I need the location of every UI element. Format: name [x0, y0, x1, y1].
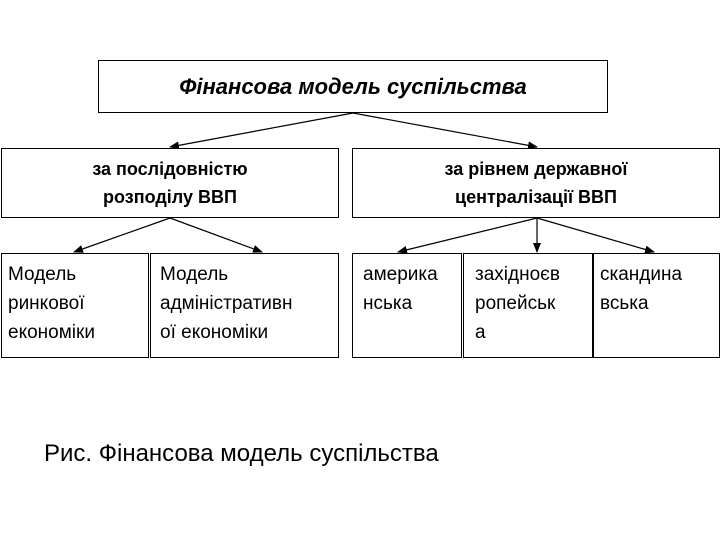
- leaf-node-administrative-economy: [150, 253, 339, 358]
- root-node: [98, 60, 608, 113]
- arrow-root-to-right: [353, 113, 537, 147]
- leaf-node-western-european: [463, 253, 593, 358]
- leaf-node-market-economy: [1, 253, 149, 358]
- figure-caption: Рис. Фінансова модель суспільства: [44, 440, 439, 467]
- branch-node-distribution: [1, 148, 339, 218]
- leaf-node-western-european-label: західноєв ропейськ а: [475, 264, 560, 343]
- leaf-node-american-label: америка нська: [363, 264, 438, 314]
- leaf-node-scandinavian: [593, 253, 720, 358]
- arrow-right-to-leaf5: [537, 218, 654, 252]
- root-node-label: Фінансова модель суспільства: [179, 73, 527, 99]
- branch-node-centralization-label: за рівнем державної централізації ВВП: [444, 159, 628, 207]
- arrow-left-to-leaf2: [170, 218, 262, 252]
- leaf-node-market-economy-label: Модель ринкової економіки: [8, 264, 95, 343]
- arrow-right-to-leaf3: [398, 218, 537, 252]
- arrow-root-to-left: [170, 113, 353, 147]
- branch-node-centralization: [352, 148, 720, 218]
- leaf-node-administrative-economy-label: Модель адміністративн ої економіки: [160, 264, 293, 343]
- leaf-node-american: [352, 253, 462, 358]
- branch-node-distribution-label: за послідовністю розподілу ВВП: [92, 159, 248, 207]
- arrow-left-to-leaf1: [74, 218, 170, 252]
- leaf-node-scandinavian-label: скандина вська: [600, 264, 683, 314]
